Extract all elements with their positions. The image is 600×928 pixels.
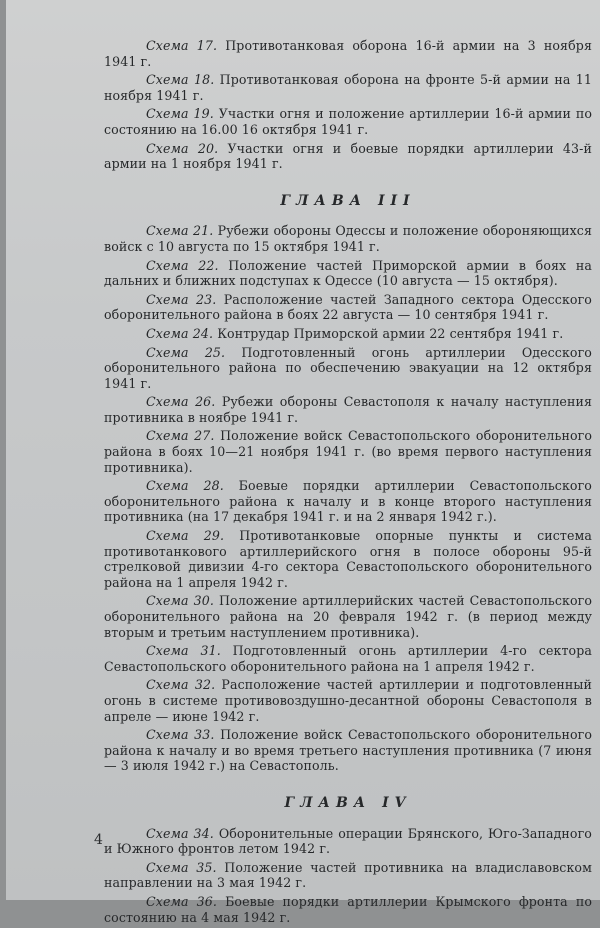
scheme-label: Схема 21. [146, 223, 214, 239]
scheme-caption: Противотанковые опорные пункты и система противотанкового артиллерийского огня в полосе обороны 95-й стрелковой дивизии 4-го сектора Севастопольского оборонительного района на 1 апреля 1942 г. [104, 528, 592, 590]
scheme-entry [104, 428, 592, 475]
scheme-caption: Участки огня и боевые порядки артиллерии 43-й армии на 1 ноября 1941 г. [104, 140, 593, 172]
scheme-entry [104, 677, 592, 724]
scheme-label: Схема 33. [146, 727, 215, 743]
scheme-caption: Противотанковая оборона на фронте 5-й армии на 11 ноября 1941 г. [104, 72, 592, 103]
scheme-label: Схема 25. [146, 344, 226, 360]
scheme-label: Схема 18. [146, 72, 215, 88]
scheme-label: Схема 30. [146, 593, 214, 609]
chapter-section-3 [104, 194, 592, 774]
scheme-entry [104, 106, 592, 137]
scheme-caption: Оборонительные операции Брянского, Юго-Западного и Южного фронтов летом 1942 г. [104, 825, 592, 857]
scheme-label: Схема 17. [146, 38, 218, 53]
scheme-entry [104, 292, 592, 323]
scheme-entry [104, 860, 592, 891]
scheme-label: Схема 19. [146, 106, 214, 122]
scheme-entry [104, 326, 592, 342]
chapter-heading: ГЛАВА IV [284, 794, 412, 811]
scheme-label: Схема 35. [146, 859, 217, 875]
scheme-entry [104, 345, 592, 392]
scheme-caption: Подготовленный огонь артиллерии 4-го сектора Севастопольского оборонительного района на 1 апреля 1942 г. [104, 643, 592, 674]
scheme-caption: Боевые порядки артиллерии Крымского фронта по состоянию на 4 мая 1942 г. [104, 893, 592, 925]
scheme-caption: Контрудар Приморской армии 22 сентября 1941 г. [217, 325, 564, 341]
scheme-entry [104, 223, 592, 254]
scheme-label: Схема 22. [146, 257, 219, 273]
scheme-label: Схема 24. [146, 325, 214, 341]
chapter-section-continued [104, 38, 592, 172]
scheme-label: Схема 23. [146, 291, 217, 307]
scheme-entry [104, 727, 592, 774]
scheme-caption: Положение частей Приморской армии в боях на дальних и ближних подступах к Одессе (10 августа — 15 октября). [104, 257, 592, 289]
scheme-entry [104, 141, 592, 172]
scheme-entry [104, 528, 592, 590]
scheme-entry [104, 258, 592, 289]
chapter-section-4 [104, 796, 592, 925]
scheme-caption: Противотанковая оборона 16-й армии на 3 ноября 1941 г. [104, 38, 592, 69]
scheme-entry [104, 826, 592, 857]
scheme-entry [104, 394, 592, 425]
scheme-caption: Рубежи обороны Одессы и положение обороняющихся войск с 10 августа по 15 октября 1941 г. [104, 223, 593, 254]
scheme-label: Схема 20. [146, 140, 219, 156]
scheme-label: Схема 26. [146, 394, 216, 410]
scheme-label: Схема 28. [146, 478, 224, 494]
book-page [6, 0, 600, 925]
scheme-entry [104, 38, 592, 69]
scheme-caption: Рубежи обороны Севастополя к началу наступления противника в ноябре 1941 г. [104, 394, 593, 425]
chapter-heading: ГЛАВА III [280, 192, 416, 209]
scheme-label: Схема 34. [146, 825, 214, 841]
scheme-entry [104, 643, 592, 674]
scheme-label: Схема 36. [146, 893, 218, 909]
scheme-label: Схема 27. [146, 428, 215, 444]
scheme-entry [104, 478, 592, 525]
scheme-caption: Положение частей противника на владиславовском направлении на 3 мая 1942 г. [104, 859, 593, 891]
scheme-caption: Расположение частей Западного сектора Одесского оборонительного района в боях 22 августа — 10 сентября 1941 г. [104, 291, 592, 323]
scheme-caption: Боевые порядки артиллерии Севастопольского оборонительного района к началу и в конце второго наступления противника (на 17 декабря 1941 г. и на 2 января 1942 г.). [104, 478, 592, 525]
scheme-label: Схема 31. [146, 643, 221, 659]
scheme-label: Схема 29. [146, 528, 225, 544]
scheme-caption: Участки огня и положение артиллерии 16-й армии по состоянию на 16.00 16 октября 1941 г. [104, 106, 592, 137]
scheme-caption: Положение артиллерийских частей Севастопольского оборонительного района на 20 февраля 1942 г. (в период между вторым и третьим наступлением противника). [104, 593, 593, 640]
scheme-caption: Подготовленный огонь артиллерии Одесского оборонительного района по обеспечению эвакуации на 12 октября 1941 г. [104, 344, 592, 391]
scheme-label: Схема 32. [146, 677, 216, 693]
scheme-caption: Положение войск Севастопольского оборонительного района в боях 10—21 ноября 1941 г. (во время первого наступления противника). [104, 428, 593, 475]
page-number: 4 [94, 832, 103, 848]
schemes-list [104, 38, 592, 928]
scheme-entry [104, 593, 592, 640]
scheme-entry [104, 72, 592, 103]
scheme-caption: Положение войск Севастопольского оборонительного района к началу и во время третьего наступления противника (7 июня — 3 июля 1942 г.) на Севастополь. [104, 727, 593, 774]
scheme-caption: Расположение частей артиллерии и подготовленный огонь в системе противовоздушно-десантной обороны Севастополя в апреле — июне 1942 г. [104, 677, 592, 724]
scheme-entry [104, 894, 592, 925]
